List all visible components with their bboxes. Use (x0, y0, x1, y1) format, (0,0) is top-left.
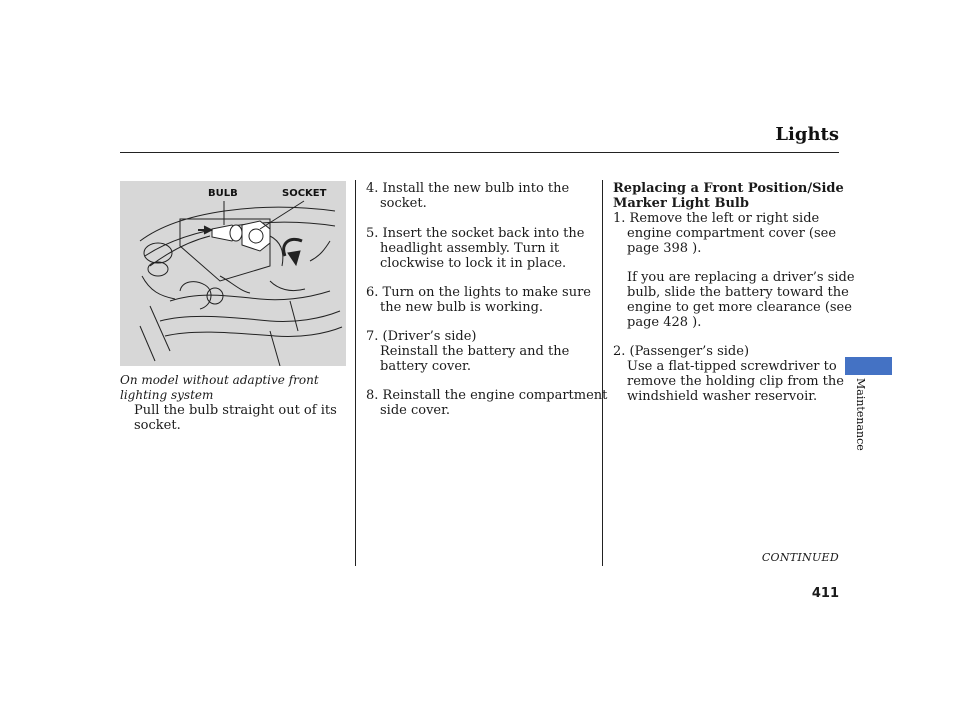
text-line: Use a flat-tipped screwdriver to (627, 359, 837, 374)
text-line: 8. Reinstall the engine compartment (366, 388, 608, 403)
step-6 (366, 285, 591, 315)
marker-step-2 (613, 344, 844, 404)
figure-caption: On model without adaptive front lighting system (120, 373, 319, 402)
text-line: Pull the bulb straight out of its (134, 403, 337, 418)
text-line: battery cover. (380, 359, 471, 374)
text-line: windshield washer reservoir. (627, 389, 818, 404)
text-line: 5. Insert the socket back into the (366, 226, 585, 241)
column-divider-1 (355, 180, 356, 566)
page-number: 411 (811, 586, 839, 601)
socket-label: SOCKET (282, 188, 327, 199)
illustration-drawing (120, 181, 346, 366)
col1-instruction (134, 403, 337, 433)
text-line: engine to get more clearance (see (627, 300, 852, 315)
step-8 (366, 388, 607, 418)
text-line: 4. Install the new bulb into the (366, 181, 570, 196)
continued-label: CONTINUED (761, 551, 839, 564)
text-line: If you are replacing a driver’s side (627, 270, 855, 285)
text-line: clockwise to lock it in place. (380, 256, 567, 271)
heading-line: Marker Light Bulb (613, 196, 749, 211)
heading-line: Replacing a Front Position/Side (613, 181, 844, 196)
page-title: Lights (775, 124, 839, 145)
section-tab (845, 357, 892, 375)
text-line: side cover. (380, 403, 451, 418)
column-divider-2 (602, 180, 603, 566)
text-line: remove the holding clip from the (627, 374, 844, 389)
text-line: 6. Turn on the lights to make sure (366, 285, 592, 300)
text-line: socket. (134, 418, 181, 433)
step-5 (366, 226, 584, 271)
text-line: 7. (Driver’s side) (366, 329, 477, 344)
text-line: Reinstall the battery and the (380, 344, 570, 359)
step-4 (366, 181, 569, 211)
text-line: the new bulb is working. (380, 300, 544, 315)
text-line: 1. Remove the left or right side (613, 211, 820, 226)
text-line: engine compartment cover (see (627, 226, 837, 241)
text-line: page 398 ). (627, 241, 702, 256)
section-tab-label: Maintenance (854, 378, 867, 451)
step-7 (366, 329, 569, 374)
text-line: 2. (Passenger’s side) (613, 344, 750, 359)
bulb-label: BULB (208, 188, 238, 199)
marker-note (627, 270, 855, 330)
text-line: headlight assembly. Turn it (380, 241, 560, 256)
text-line: page 428 ). (627, 315, 702, 330)
marker-step-1 (613, 211, 836, 256)
text-line: bulb, slide the battery toward the (627, 285, 849, 300)
text-line: socket. (380, 196, 427, 211)
header-rule (120, 152, 839, 153)
headlight-bulb-illustration (120, 181, 346, 366)
section-heading (613, 181, 844, 211)
